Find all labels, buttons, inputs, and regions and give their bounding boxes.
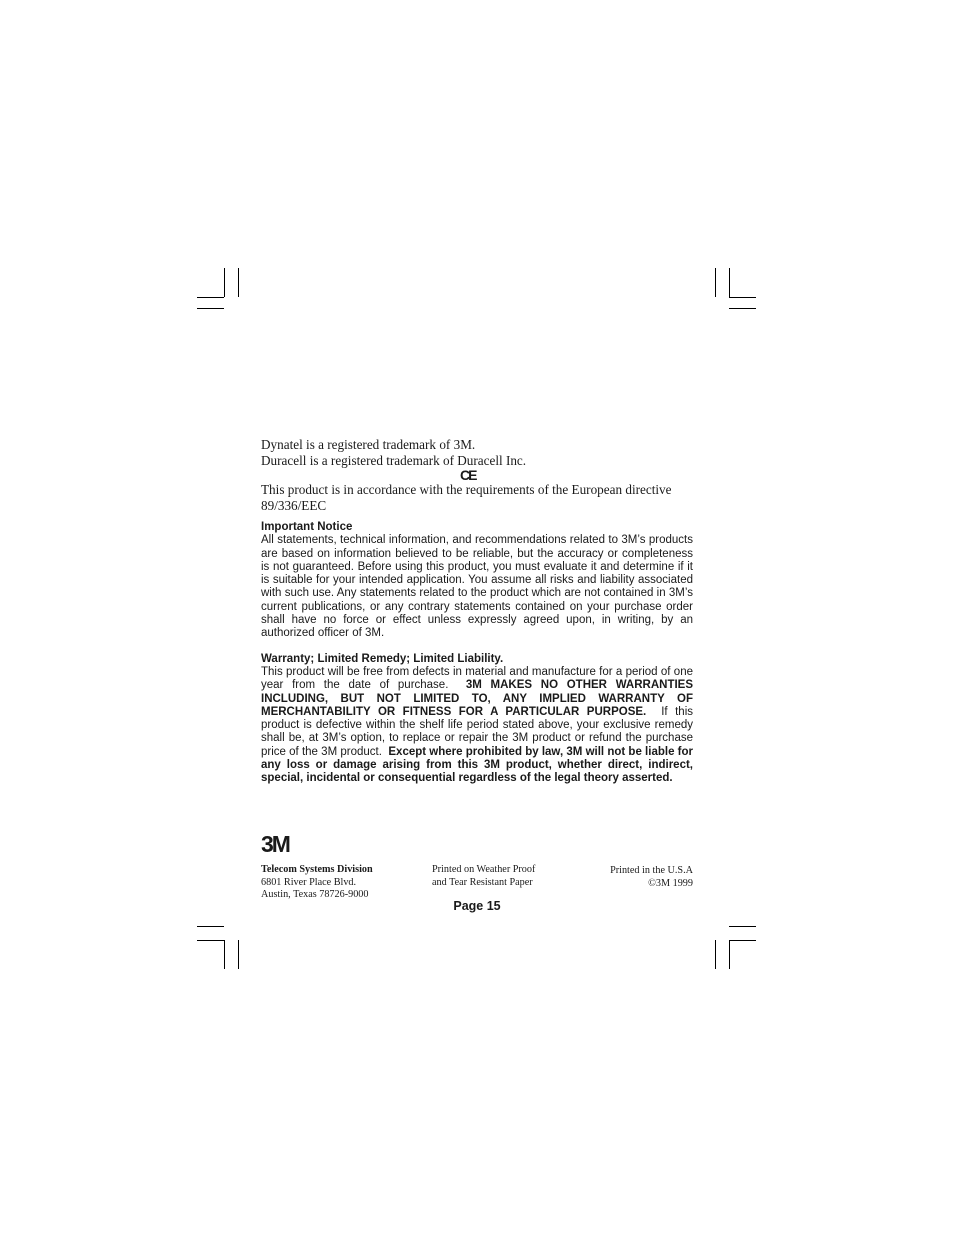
liability-limitation: Except where prohibited by law, 3M will not be liable for any loss or damage arising from this 3M product, whether direct, indirect, special, incidental or consequential regardless of the legal theory asserted. <box>261 745 694 785</box>
ce-mark-icon: CE <box>460 467 476 483</box>
trademark-duracell: Duracell is a registered trademark of Duracell Inc. <box>261 452 527 468</box>
important-notice-title: Important Notice <box>261 521 353 533</box>
important-notice-section <box>261 521 693 641</box>
warranty-body <box>261 666 693 786</box>
division-name: Telecom Systems Division <box>261 864 373 875</box>
division-address <box>261 864 373 902</box>
paper-line-2: and Tear Resistant Paper <box>432 876 533 888</box>
warranty-title: Warranty; Limited Remedy; Limited Liability. <box>261 652 504 665</box>
address-line-2: Austin, Texas 78726-9000 <box>261 889 369 901</box>
paper-note <box>432 864 535 889</box>
address-line-1: 6801 River Place Blvd. <box>261 876 357 888</box>
warranty-text-1: This product will be free from defects in material and manufacture for a period of one year from the date of purchase. <box>261 665 693 692</box>
warranty-section <box>261 653 693 786</box>
printed-in: Printed in the U.S.A <box>610 865 693 876</box>
warranty-disclaimer: 3M MAKES NO OTHER WARRANTIES INCLUDING, BUT NOT LIMITED TO, ANY IMPLIED WARRANTY OF MERCHANTABILITY OR FITNESS FOR A PARTICULAR PURPOSE. <box>261 679 694 718</box>
page-number: Page 15 <box>453 899 501 913</box>
print-origin <box>560 865 693 890</box>
paper-line-1: Printed on Weather Proof <box>432 864 536 875</box>
page-content <box>261 437 693 786</box>
european-directive: This product is in accordance with the requirements of the European directive 89/336/EEC <box>261 482 672 513</box>
3m-logo: 3M <box>261 831 289 857</box>
warranty-text-2: If this product is defective within the shelf life period stated above, your exclusive remedy shall be, at 3M’s option, to replace or repair the 3M product or refund the purchase price of the 3M product. <box>261 705 694 758</box>
trademark-dynatel: Dynatel is a registered trademark of 3M. <box>261 437 476 452</box>
copyright: ©3M 1999 <box>648 877 693 889</box>
important-notice-body: All statements, technical information, and recommendations related to 3M’s products are based on information believed to be reliable, but the accuracy or completeness is not guaranteed. Before using this product, you must evaluate it and determine if it is suitable for your intended application. You assume all risks and liability associated with such use. Any statements related to the product which are not contained in 3M’s current publications, or any contrary statements contained on your purchase order shall have no force or effect unless expressly agreed upon, in writing, by an authorized officer of 3M. <box>261 534 693 640</box>
